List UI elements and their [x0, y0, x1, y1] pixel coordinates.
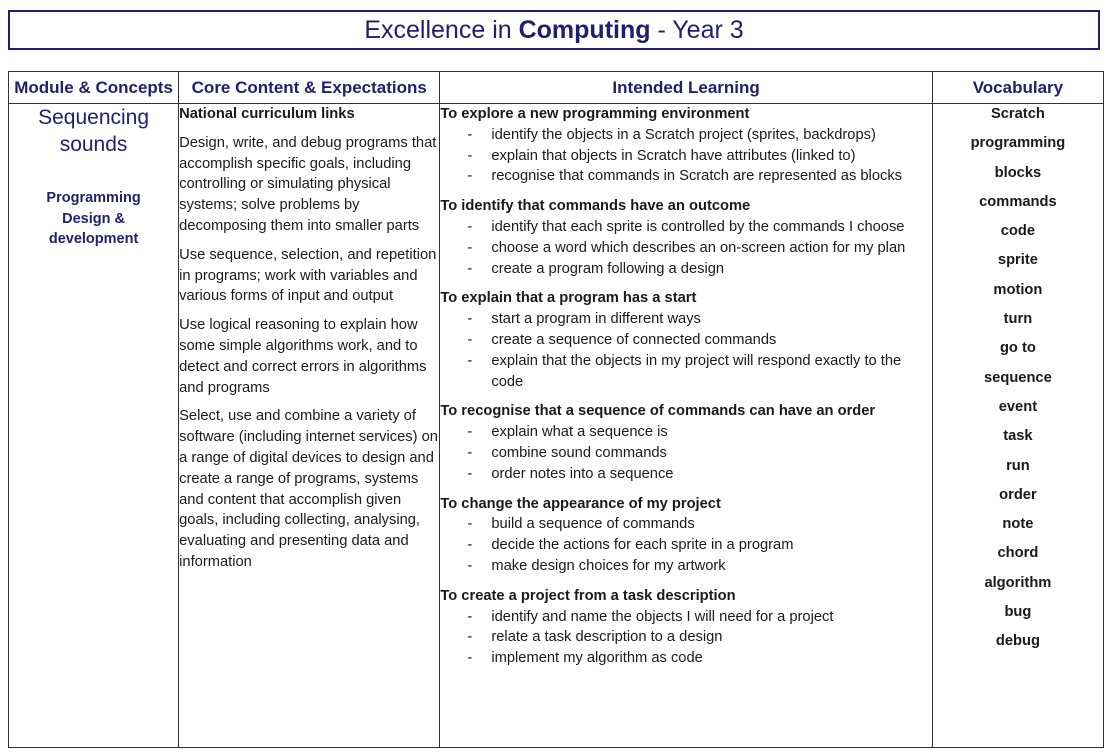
core-paragraph: Use sequence, selection, and repetition in programs; work with variables and various forms of input and output	[179, 246, 437, 305]
objective-item: - explain that objects in Scratch have attributes (linked to)	[440, 146, 931, 167]
objective-item: - combine sound commands	[440, 443, 931, 464]
objective-item: - relate a task description to a design	[440, 627, 931, 648]
objective-item: - start a program in different ways	[440, 309, 931, 330]
objective-item: - build a sequence of commands	[440, 514, 931, 535]
objective-item: - recognise that commands in Scratch are represented as blocks	[440, 166, 931, 187]
learning-objective	[440, 586, 931, 669]
vocabulary-term: note	[1002, 516, 1034, 533]
module-title: Sequencing sounds	[38, 106, 150, 156]
objective-item: - explain what a sequence is	[440, 422, 931, 443]
header-vocabulary: Vocabulary	[932, 72, 1103, 104]
vocabulary-term: debug	[995, 633, 1040, 650]
vocabulary-term: order	[999, 486, 1037, 503]
objective-item: - identify and name the objects I will need for a project	[440, 607, 931, 628]
core-heading: National curriculum links	[179, 106, 355, 122]
objective-heading: To create a project from a task description	[440, 587, 736, 604]
objective-heading: To explain that a program has a start	[440, 290, 697, 307]
vocabulary-term: algorithm	[984, 574, 1052, 591]
header-core: Core Content & Expectations	[179, 72, 440, 104]
objective-item: - identify the objects in a Scratch project (sprites, backdrops)	[440, 125, 931, 146]
objective-item: - implement my algorithm as code	[440, 648, 931, 669]
vocabulary-term: sprite	[997, 252, 1038, 269]
vocabulary-term: motion	[993, 281, 1043, 298]
learning-objective	[440, 104, 931, 187]
content-row	[9, 104, 1104, 748]
header-row	[9, 72, 1104, 104]
header-learning: Intended Learning	[440, 72, 932, 104]
vocabulary-term: turn	[1003, 311, 1033, 328]
learning-objective	[440, 288, 931, 392]
module-subtitle: Programming Design & development	[46, 190, 141, 247]
learning-objective	[440, 401, 931, 484]
vocabulary-term: task	[1003, 428, 1033, 445]
objective-heading: To explore a new programming environment	[440, 106, 750, 122]
objective-heading: To change the appearance of my project	[440, 495, 721, 512]
page-title	[8, 10, 1100, 50]
curriculum-table	[8, 71, 1104, 748]
objective-item: - decide the actions for each sprite in a program	[440, 535, 931, 556]
core-cell	[179, 104, 440, 748]
objective-item: - order notes into a sequence	[440, 464, 931, 485]
objective-item: - create a sequence of connected commands	[440, 330, 931, 351]
vocabulary-term: bug	[1004, 604, 1032, 621]
objective-item: - explain that the objects in my project will respond exactly to the code	[440, 351, 931, 393]
objective-item: - choose a word which describes an on-screen action for my plan	[440, 238, 931, 259]
learning-objective	[440, 196, 931, 279]
vocabulary-term: commands	[979, 193, 1057, 210]
core-paragraph: Use logical reasoning to explain how some simple algorithms work, and to detect and correct errors in algorithms and programs	[179, 317, 427, 396]
title-suffix: - Year 3	[650, 15, 744, 44]
learning-cell	[440, 104, 932, 748]
vocabulary-term: blocks	[994, 164, 1042, 181]
vocabulary-term: run	[1006, 457, 1030, 474]
vocabulary-term: Scratch	[990, 106, 1045, 122]
objective-heading: To identify that commands have an outcome	[440, 198, 751, 215]
title-subject: Computing	[518, 15, 651, 44]
vocabulary-term: chord	[997, 545, 1039, 562]
objective-heading: To recognise that a sequence of commands can have an order	[440, 403, 876, 420]
core-paragraph: Design, write, and debug programs that accomplish specific goals, including controlling or simulating physical systems; solve problems by decomposing them into smaller parts	[179, 134, 437, 234]
objective-item: - make design choices for my artwork	[440, 556, 931, 577]
title-prefix: Excellence in	[364, 15, 519, 44]
module-cell	[9, 104, 179, 748]
learning-objective	[440, 494, 931, 577]
vocabulary-term: programming	[970, 135, 1066, 152]
vocabulary-term: go to	[999, 340, 1036, 357]
core-paragraph: Select, use and combine a variety of software (including internet services) on a range of digital devices to design and create a range of programs, systems and content that accomplish given goals, including collecting, analysing, evaluating and presenting data and information	[179, 408, 438, 570]
vocabulary-list	[933, 104, 1103, 661]
vocabulary-term: event	[998, 398, 1038, 415]
vocabulary-cell	[932, 104, 1103, 748]
vocabulary-term: code	[1000, 223, 1036, 240]
objective-item: - create a program following a design	[440, 259, 931, 280]
header-module: Module & Concepts	[9, 72, 179, 104]
vocabulary-term: sequence	[984, 369, 1052, 386]
objective-item: - identify that each sprite is controlled by the commands I choose	[440, 217, 931, 238]
